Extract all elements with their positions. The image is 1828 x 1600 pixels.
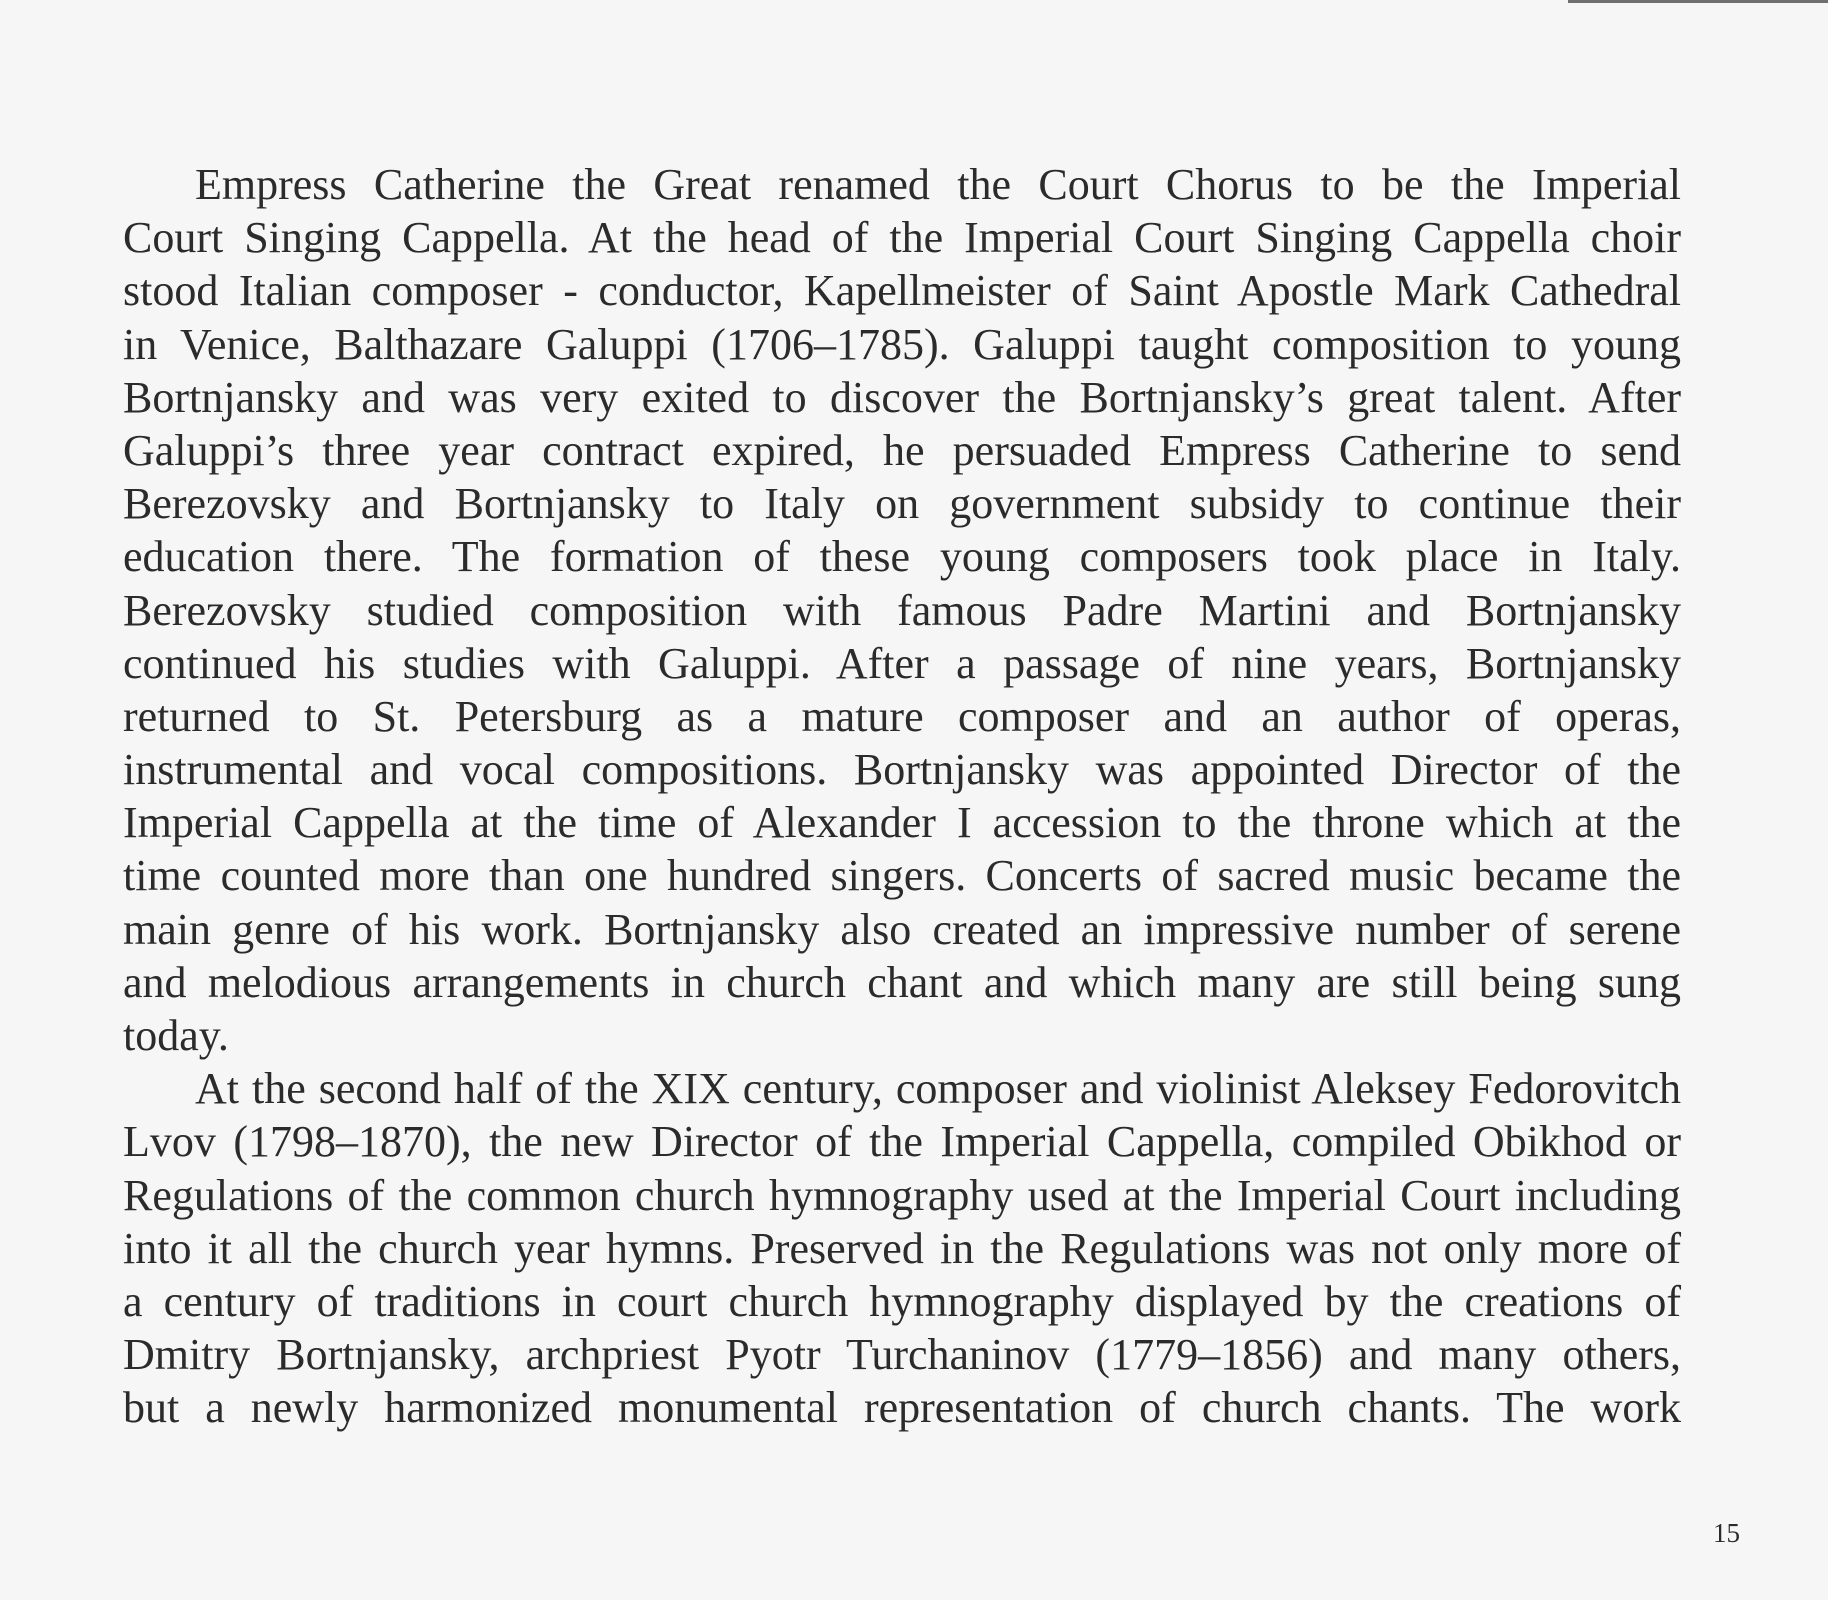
text-line: today. (123, 1011, 229, 1060)
page-edge-rule (1568, 0, 1828, 3)
text-line: and melodious arrangements in church chant and which many are still being sung (123, 957, 1681, 1007)
text-line: education there. The formation of these young composers took place in Italy. (123, 532, 1681, 582)
text-line: Berezovsky studied composition with famous Padre Martini and Bortnjansky (123, 585, 1681, 635)
body-text (123, 158, 1681, 1435)
text-line: Lvov (1798–1870), the new Director of the Imperial Cappella, compiled Obikhod or (123, 1117, 1681, 1167)
text-line: in Venice, Balthazare Galuppi (1706–1785). Galuppi taught composition to young (123, 319, 1681, 369)
text-line: time counted more than one hundred singers. Concerts of sacred music became the (123, 851, 1681, 901)
text-line: Dmitry Bortnjansky, archpriest Pyotr Turchaninov (1779–1856) and many others, (123, 1330, 1681, 1380)
text-line: Regulations of the common church hymnography used at the Imperial Court including (123, 1170, 1681, 1220)
page-number: 15 (1713, 1518, 1740, 1548)
text-line: a century of traditions in court church hymnography displayed by the creations of (123, 1276, 1681, 1326)
text-line: Empress Catherine the Great renamed the Court Chorus to be the Imperial (195, 160, 1681, 209)
text-line: Imperial Cappella at the time of Alexander I accession to the throne which at the (123, 798, 1681, 848)
text-line: Court Singing Cappella. At the head of the Imperial Court Singing Cappella choir (123, 213, 1681, 263)
text-line: Bortnjansky and was very exited to discover the Bortnjansky’s great talent. After (123, 372, 1681, 422)
text-line: At the second half of the XIX century, composer and violinist Aleksey Fedorovitch (195, 1064, 1681, 1114)
text-line: continued his studies with Galuppi. After a passage of nine years, Bortnjansky (123, 638, 1681, 688)
text-line: instrumental and vocal compositions. Bortnjansky was appointed Director of the (123, 745, 1681, 795)
text-line: main genre of his work. Bortnjansky also created an impressive number of serene (123, 904, 1681, 954)
text-line: returned to St. Petersburg as a mature composer and an author of operas, (123, 691, 1681, 741)
text-line: Galuppi’s three year contract expired, he persuaded Empress Catherine to send (123, 425, 1681, 475)
text-line: but a newly harmonized monumental representation of church chants. The work (123, 1383, 1681, 1433)
text-line: Berezovsky and Bortnjansky to Italy on government subsidy to continue their (123, 479, 1681, 529)
text-line: stood Italian composer - conductor, Kapellmeister of Saint Apostle Mark Cathedral (123, 266, 1681, 316)
text-line: into it all the church year hymns. Preserved in the Regulations was not only more of (123, 1223, 1681, 1273)
